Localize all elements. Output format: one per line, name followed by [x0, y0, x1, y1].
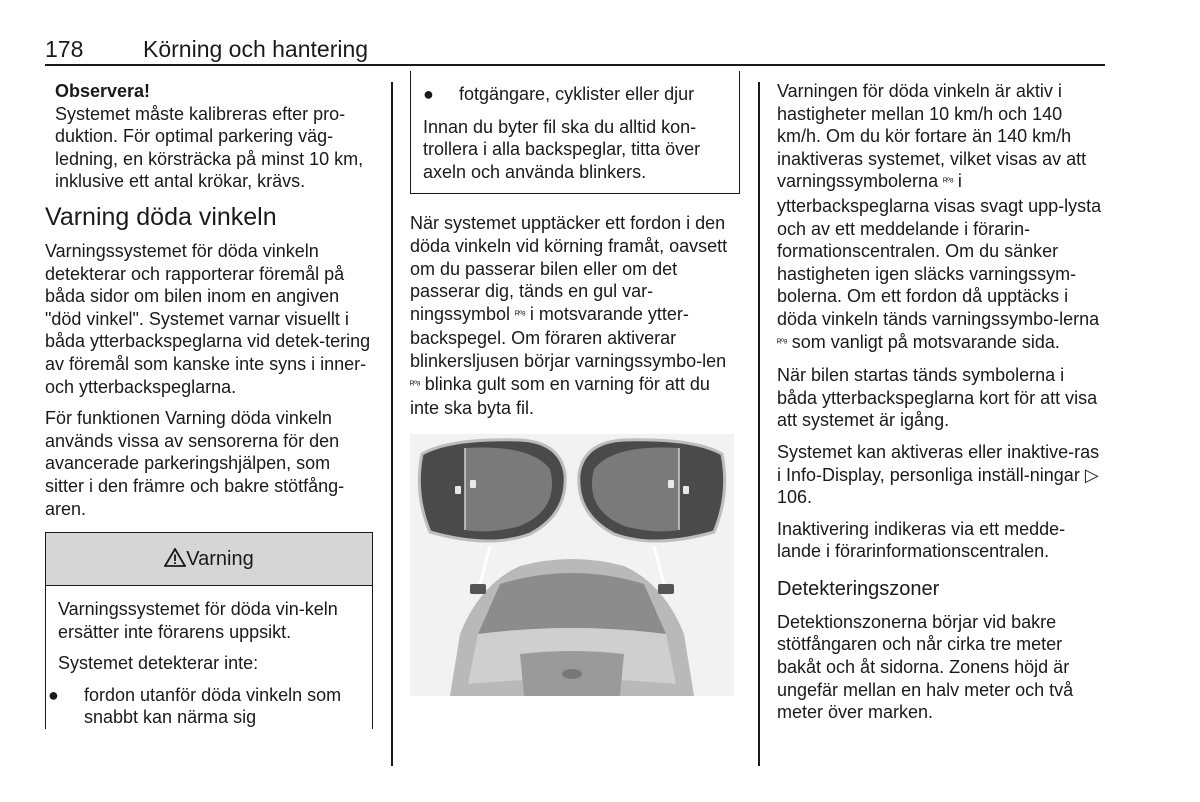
warning-title: Varning [186, 548, 254, 571]
paragraph: När bilen startas tänds symbolerna i båda ytterbackspeglarna kort för att visa att systemet är igång. [777, 365, 1098, 431]
paragraph: Inaktivering indikeras via ett medde-lande i förarinformationscentralen. [777, 518, 1066, 562]
paragraph: Varningen för döda vinkeln är aktiv i hastigheter mellan 10 km/h och 140 km/h. Om du kör fortare än 140 km/h inaktiveras systemet, vilket visas av att varningssymbolerna ᴿ°⁸ i ytterbackspeglarna visas svagt upp-lysta och av ett meddelande i förarin-formationscentralen. Om du sänker hastigheten igen släcks varningssym-bolerna. Om ett fordon då upptäcks i döda vinkeln tänds varningssymbo-lerna ᴿ°⁸ som vanligt på motsvarande sida. [777, 81, 1102, 352]
column-separator [758, 82, 760, 766]
column-1 [45, 80, 373, 729]
page-reference-arrow-icon: ▷ [1084, 464, 1099, 485]
page-number: 178 [45, 36, 84, 62]
column-3 [777, 80, 1107, 733]
page-header [45, 36, 1105, 66]
paragraph: Varningssystemet för döda vinkeln detekterar och rapporterar föremål på båda sidor om bilen inom en angiven "död vinkel". Systemet varnar visuellt i båda ytterbackspeglarna vid detek-tering av föremål som kanske inte syns i inner- och ytterbackspeglarna. [45, 240, 371, 397]
warning-text: Varningssystemet för döda vin-keln ersätter inte förarens uppsikt. [58, 599, 338, 642]
note-title: Observera! [55, 81, 151, 101]
bullet-item [423, 83, 727, 106]
bullet-icon: ● [48, 684, 59, 705]
paragraph: Detektionszonerna börjar vid bakre stötfångaren och når cirka tre meter bakåt och åt sidorna. Zonens höjd är ungefär mellan en halv meter och två meter över marken. [777, 611, 1074, 723]
warning-text: Systemet detekterar inte: [58, 653, 259, 674]
column-separator [391, 82, 393, 766]
warning-triangle-icon [164, 548, 186, 567]
blind-spot-symbol-icon: ᴿ°⁸ [943, 177, 953, 189]
bullet-icon: ● [423, 84, 434, 104]
bullet-text: fordon utanför döda vinkeln som snabbt kan närma sig [84, 684, 342, 728]
warning-box [45, 532, 373, 729]
header-rule [45, 64, 1105, 66]
paragraph: När systemet upptäcker ett fordon i den döda vinkeln vid körning framåt, oavsett om du passerar bilen eller om det passerar dig, tänds en gul var-ningssymbol ᴿ°⁸ i motsvarande ytter-backspegel. Om föraren aktiverar blinkersljusen börjar varningssymbo-len ᴿ°⁸ blinka gult som en varning för att du inte ska byta fil. [410, 213, 728, 419]
warning-header [46, 533, 372, 586]
chapter-title: Körning och hantering [143, 36, 369, 62]
warning-box-continued [410, 71, 740, 194]
blind-spot-symbol-icon: ᴿ°⁸ [410, 379, 420, 391]
note-text: Systemet måste kalibreras efter pro-duktion. För optimal parkering väg-ledning, en körsträcka på minst 10 km, inklusive ett antal krökar, krävs. [55, 103, 364, 192]
warning-body [46, 586, 372, 729]
mirror-illustration [410, 434, 734, 696]
section-heading: Varning döda vinkeln [45, 202, 277, 231]
paragraph: Systemet kan aktiveras eller inaktive-ras i Info-Display, personliga inställ-ningar ▷ 106. [777, 441, 1100, 508]
bullet-text: fotgängare, cyklister eller djur [459, 84, 695, 104]
bullet-item [48, 684, 360, 729]
paragraph: För funktionen Varning döda vinkeln används vissa av sensorerna för den avancerade parkeringshjälpen, som sitter i den främre och bakre stötfång-aren. [45, 408, 345, 519]
column-2 [410, 80, 740, 696]
box-text: Innan du byter fil ska du alltid kon-trollera i alla backspeglar, titta över axeln och använda blinkers. [423, 116, 701, 182]
page-reference[interactable]: 106. [777, 487, 813, 508]
blind-spot-symbol-icon: ᴿ°⁸ [515, 309, 525, 321]
blind-spot-symbol-icon: ᴿ°⁸ [777, 337, 787, 349]
subsection-heading: Detekteringszoner [777, 577, 940, 600]
